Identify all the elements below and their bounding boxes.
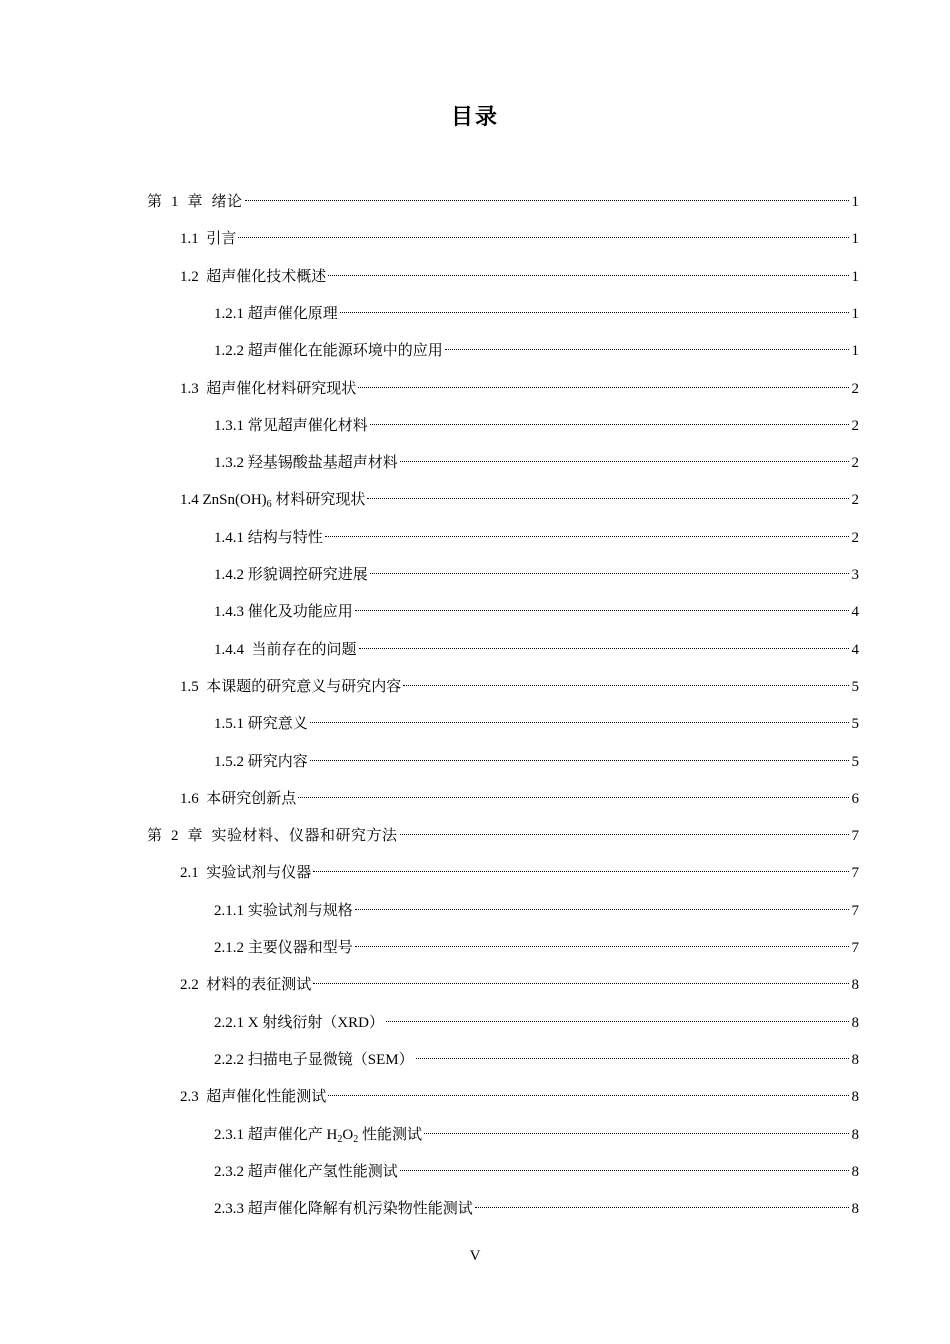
toc-page-number: 7 bbox=[851, 903, 859, 919]
toc-entry-label: 1.3 超声催化材料研究现状 bbox=[180, 381, 357, 397]
toc-entry-label: 2.1.2 主要仪器和型号 bbox=[214, 940, 353, 956]
toc-entry-label: 1.1 引言 bbox=[180, 231, 237, 247]
toc-section-entry[interactable] bbox=[180, 261, 859, 285]
toc-section-entry[interactable] bbox=[180, 969, 859, 993]
toc-page-number: 2 bbox=[851, 455, 859, 471]
dot-leader bbox=[400, 447, 849, 467]
toc-entry-label: 2.3.1 超声催化产 $H_2O_2$ 性能测试 bbox=[214, 1127, 422, 1145]
toc-section-entry[interactable] bbox=[214, 932, 859, 956]
toc-section-entry[interactable] bbox=[214, 447, 859, 471]
toc-page-number: 7 bbox=[851, 828, 859, 844]
dot-leader bbox=[358, 373, 849, 393]
toc-entry-label: 2.2.2 扫描电子显微镜（SEM） bbox=[214, 1052, 414, 1068]
toc-page-number: 3 bbox=[851, 567, 859, 583]
dot-leader bbox=[328, 261, 849, 281]
dot-leader bbox=[416, 1044, 849, 1064]
toc-section-entry[interactable] bbox=[214, 1156, 859, 1180]
dot-leader bbox=[355, 895, 849, 915]
toc-page-number: 8 bbox=[851, 1164, 859, 1180]
toc-entry-label: 1.3.2 羟基锡酸盐基超声材料 bbox=[214, 455, 398, 471]
toc-section-entry[interactable] bbox=[214, 335, 859, 359]
toc-entry-label: 2.3 超声催化性能测试 bbox=[180, 1089, 327, 1105]
toc-entry-label: 1.2 超声催化技术概述 bbox=[180, 269, 327, 285]
toc-page-number: 8 bbox=[851, 1089, 859, 1105]
toc-entry-label: 1.4 $ZnSn(OH)_6$ 材料研究现状 bbox=[180, 492, 366, 510]
toc-entry-label: 1.2.1 超声催化原理 bbox=[214, 306, 338, 322]
toc-entry-label: 1.2.2 超声催化在能源环境中的应用 bbox=[214, 343, 443, 359]
toc-section-entry[interactable] bbox=[180, 857, 859, 881]
toc-page-number: 2 bbox=[851, 381, 859, 397]
toc-entry-label: 1.5.2 研究内容 bbox=[214, 754, 308, 770]
dot-leader bbox=[298, 783, 849, 803]
toc-page-number: 1 bbox=[851, 194, 859, 210]
toc-entry-label: 1.4.2 形貌调控研究进展 bbox=[214, 567, 368, 583]
toc-page-number: 8 bbox=[851, 1127, 859, 1143]
dot-leader bbox=[403, 671, 849, 691]
toc-page-number: 8 bbox=[851, 1052, 859, 1068]
toc-page-number: 1 bbox=[851, 231, 859, 247]
toc-section-entry[interactable] bbox=[214, 1044, 859, 1068]
toc-entry-label: 1.4.3 催化及功能应用 bbox=[214, 604, 353, 620]
toc-page-number: 1 bbox=[851, 306, 859, 322]
dot-leader bbox=[475, 1193, 849, 1213]
toc-chapter-entry[interactable] bbox=[147, 820, 859, 844]
dot-leader bbox=[355, 932, 849, 952]
toc-section-entry[interactable] bbox=[214, 634, 859, 658]
toc-section-entry[interactable] bbox=[214, 522, 859, 546]
dot-leader bbox=[370, 410, 849, 430]
toc-entry-label: 第 1 章 绪论 bbox=[147, 194, 243, 210]
toc-page-number: 7 bbox=[851, 940, 859, 956]
toc-entry-label: 第 2 章 实验材料、仪器和研究方法 bbox=[147, 828, 398, 844]
toc-section-entry[interactable] bbox=[214, 596, 859, 620]
toc-entry-label: 2.2.1 X 射线衍射（XRD） bbox=[214, 1015, 385, 1031]
toc-page-number: 1 bbox=[851, 269, 859, 285]
toc-section-entry[interactable] bbox=[214, 1193, 859, 1217]
dot-leader bbox=[386, 1007, 849, 1027]
toc-section-entry[interactable] bbox=[214, 410, 859, 434]
toc-page-number: 8 bbox=[851, 1201, 859, 1217]
toc-entry-label: 1.3.1 常见超声催化材料 bbox=[214, 418, 368, 434]
dot-leader bbox=[310, 746, 849, 766]
toc-section-entry[interactable] bbox=[180, 484, 859, 510]
toc-page-number: 8 bbox=[851, 977, 859, 993]
toc-section-entry[interactable] bbox=[180, 671, 859, 695]
toc-entry-label: 2.3.3 超声催化降解有机污染物性能测试 bbox=[214, 1201, 473, 1217]
dot-leader bbox=[340, 298, 849, 318]
toc-section-entry[interactable] bbox=[214, 559, 859, 583]
dot-leader bbox=[367, 484, 849, 504]
toc-page-number: 4 bbox=[851, 604, 859, 620]
dot-leader bbox=[313, 857, 849, 877]
toc-page-number: 6 bbox=[851, 791, 859, 807]
toc-section-entry[interactable] bbox=[214, 895, 859, 919]
toc-page-number: 1 bbox=[851, 343, 859, 359]
dot-leader bbox=[424, 1119, 849, 1139]
toc-section-entry[interactable] bbox=[214, 1007, 859, 1031]
dot-leader bbox=[400, 820, 849, 840]
toc-entry-label: 2.1.1 实验试剂与规格 bbox=[214, 903, 353, 919]
toc-page-number: 2 bbox=[851, 418, 859, 434]
toc-section-entry[interactable] bbox=[180, 783, 859, 807]
dot-leader bbox=[400, 1156, 849, 1176]
toc-entry-label: 1.5 本课题的研究意义与研究内容 bbox=[180, 679, 402, 695]
dot-leader bbox=[325, 522, 849, 542]
toc-section-entry[interactable] bbox=[180, 1081, 859, 1105]
toc-page-number: 5 bbox=[851, 716, 859, 732]
dot-leader bbox=[328, 1081, 849, 1101]
toc-entry-label: 2.1 实验试剂与仪器 bbox=[180, 865, 312, 881]
dot-leader bbox=[313, 969, 849, 989]
toc-page-number: 5 bbox=[851, 679, 859, 695]
dot-leader bbox=[370, 559, 849, 579]
dot-leader bbox=[445, 335, 849, 355]
toc-entry-label: 1.5.1 研究意义 bbox=[214, 716, 308, 732]
toc-entry-label: 1.4.4 当前存在的问题 bbox=[214, 642, 357, 658]
toc-entry-label: 2.2 材料的表征测试 bbox=[180, 977, 312, 993]
toc-entry-label: 1.6 本研究创新点 bbox=[180, 791, 297, 807]
toc-section-entry[interactable] bbox=[214, 298, 859, 322]
toc-entry-label: 2.3.2 超声催化产氢性能测试 bbox=[214, 1164, 398, 1180]
dot-leader bbox=[359, 634, 849, 654]
dot-leader bbox=[310, 708, 849, 728]
dot-leader bbox=[355, 596, 849, 616]
toc-section-entry[interactable] bbox=[214, 708, 859, 732]
toc-section-entry[interactable] bbox=[180, 223, 859, 247]
dot-leader bbox=[245, 186, 849, 206]
toc-page-number: 8 bbox=[851, 1015, 859, 1031]
toc-page-number: 2 bbox=[851, 492, 859, 508]
toc-page-number: 7 bbox=[851, 865, 859, 881]
toc-chapter-entry[interactable] bbox=[147, 186, 859, 210]
toc-section-entry[interactable] bbox=[214, 1119, 859, 1145]
toc-page-number: 5 bbox=[851, 754, 859, 770]
page-title: 目录 bbox=[450, 105, 499, 130]
toc-page-number: 2 bbox=[851, 530, 859, 546]
dot-leader bbox=[238, 223, 849, 243]
toc-entry-label: 1.4.1 结构与特性 bbox=[214, 530, 323, 546]
page-number: V bbox=[469, 1248, 481, 1264]
toc-page-number: 4 bbox=[851, 642, 859, 658]
toc-section-entry[interactable] bbox=[180, 373, 859, 397]
toc-section-entry[interactable] bbox=[214, 746, 859, 770]
